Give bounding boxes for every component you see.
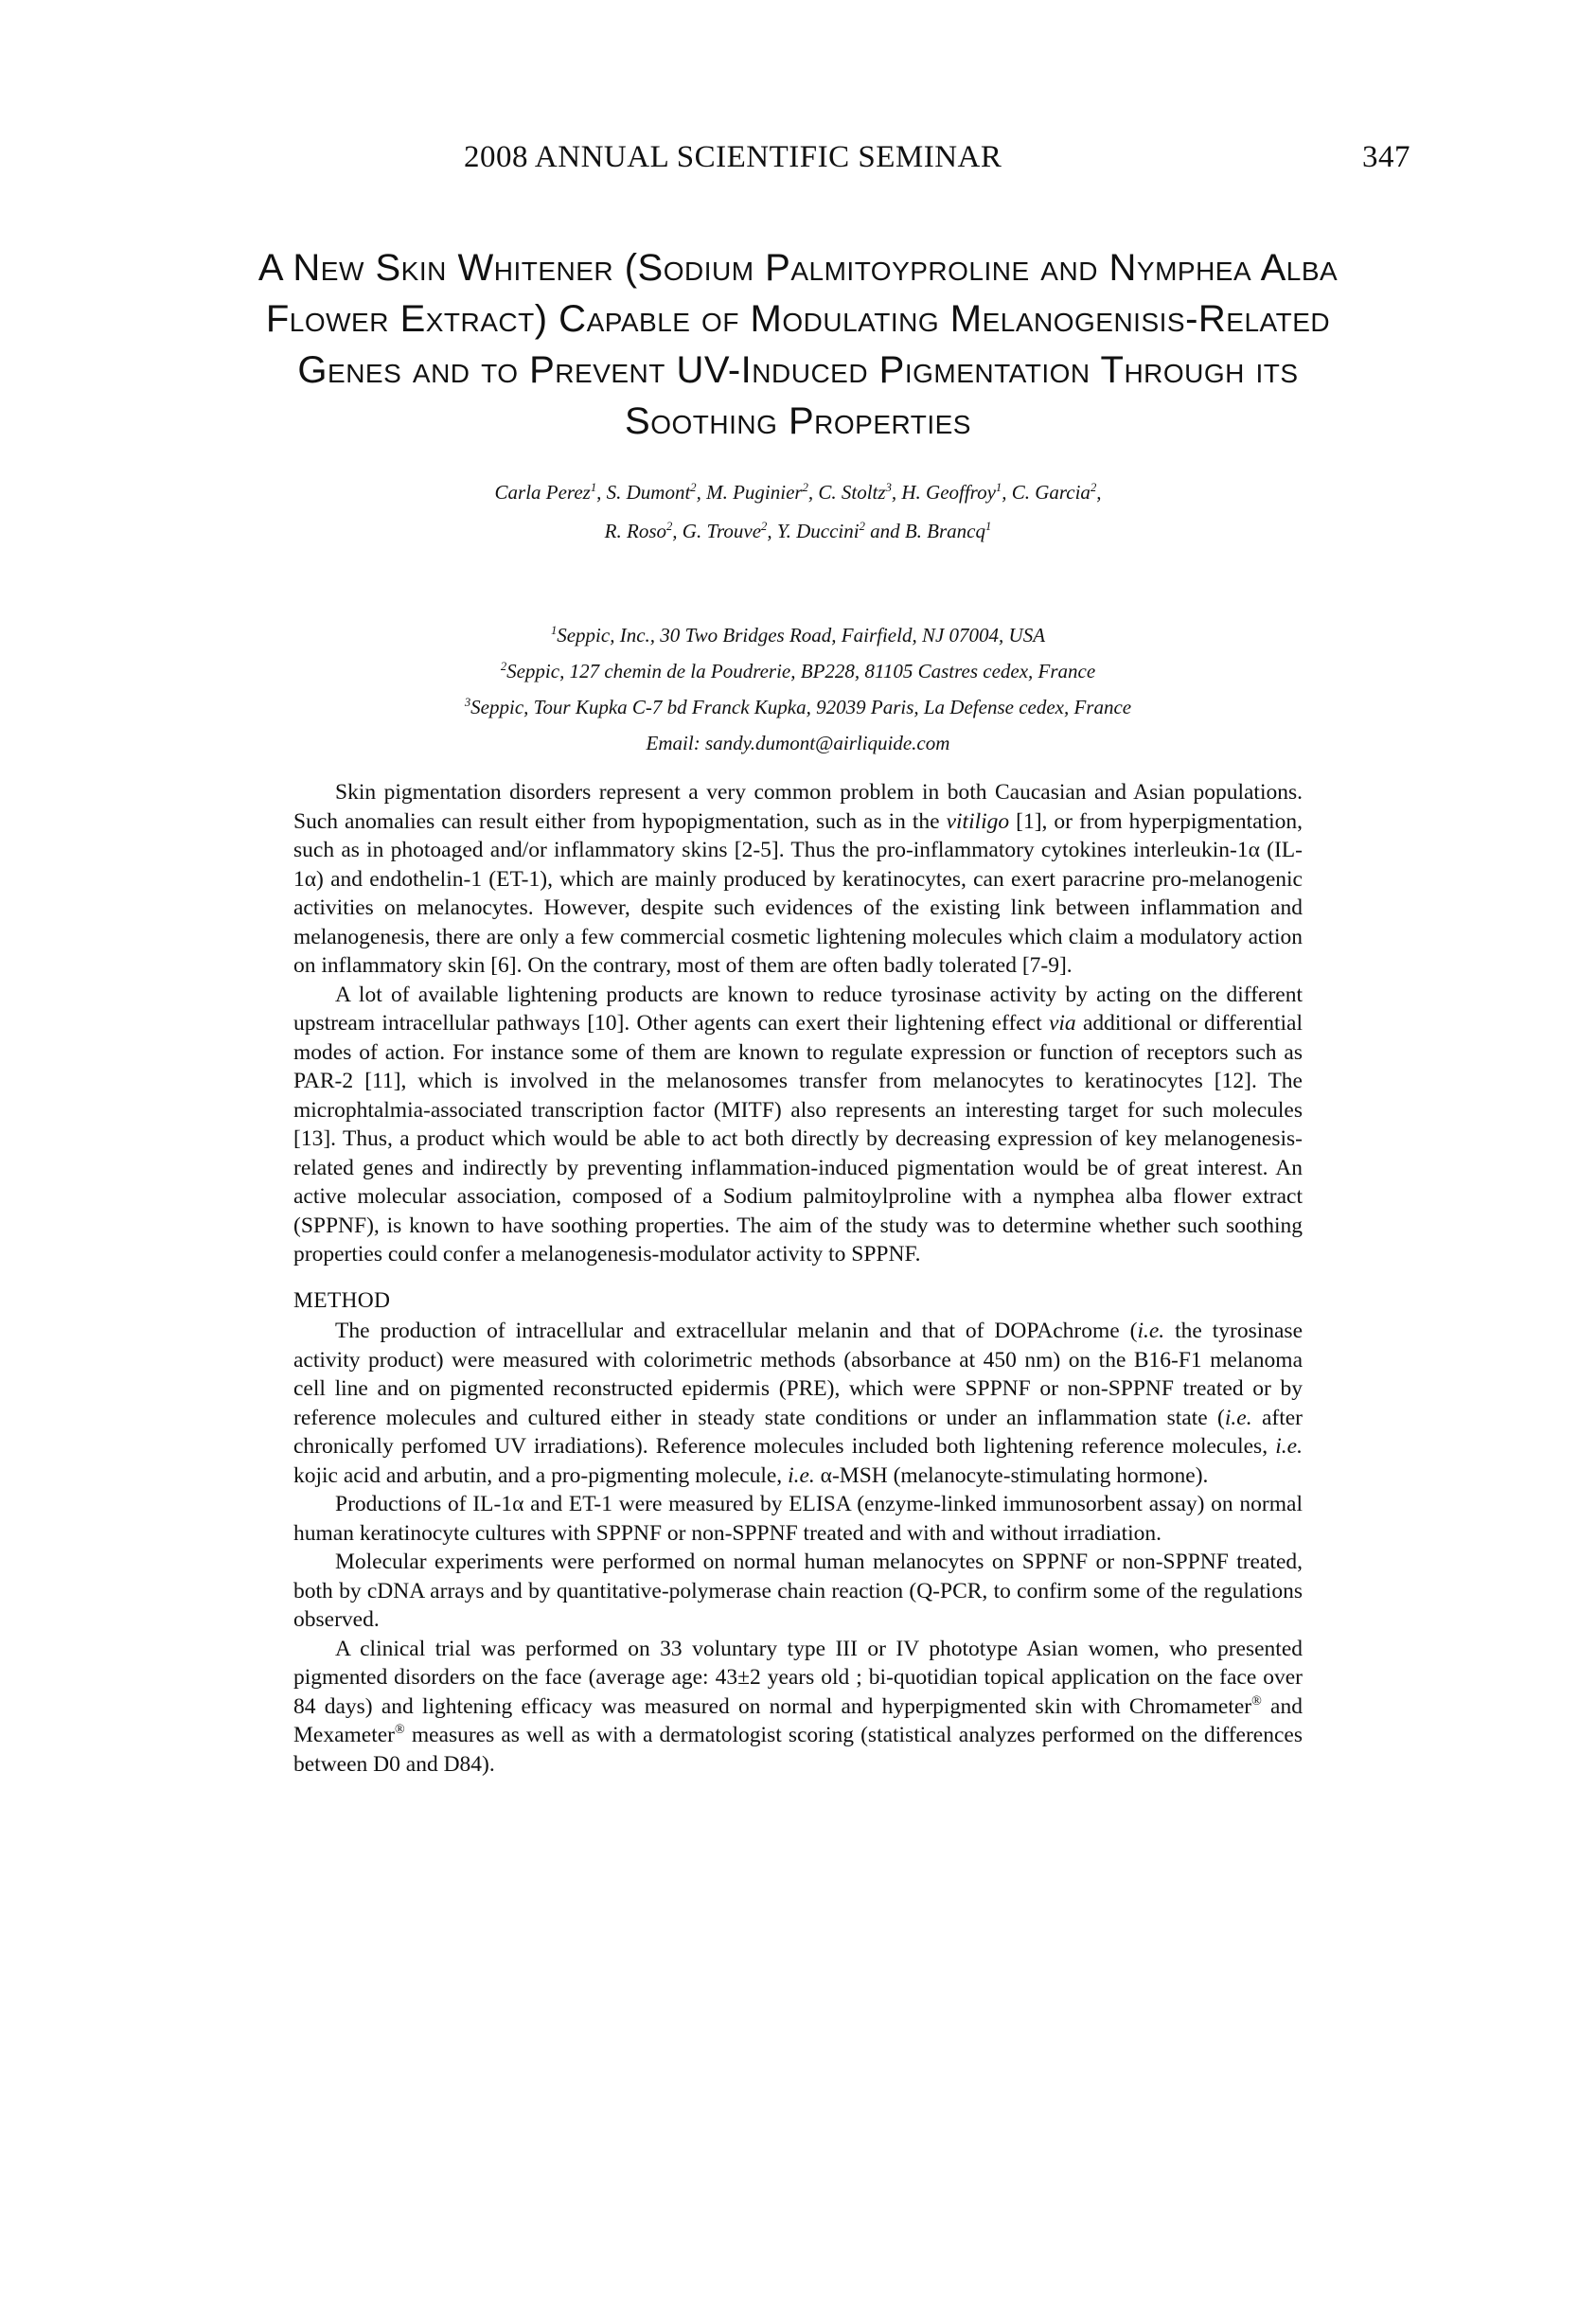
affiliation-marker: 1 (985, 520, 992, 533)
method-section (293, 1317, 1303, 1779)
author-list (133, 473, 1463, 551)
affiliation-marker: 1 (590, 481, 597, 494)
paragraph: A lot of available lightening products are known to reduce tyrosinase activity by acting on the different upstream intracellular pathways [10]. Other agents can exert their lightening effect via additional or differential modes of action. For instance some of them are known to regulate expression or function of receptors such as PAR-2 [11], which is involved in the melanosomes transfer from melanocytes to keratinocytes [12]. The microphtalmia-associated transcription factor (MITF) also represents an interesting target for such molecules [13]. Thus, a product which would be able to act both directly by decreasing expression of key melanogenesis-related genes and indirectly by preventing inflammation-induced pigmentation would be of great interest. An active molecular association, composed of a Sodium palmitoylproline with a nymphea alba flower extract (SPPNF), is known to have soothing properties. The aim of the study was to determine whether such soothing properties could confer a melanogenesis-modulator activity to SPPNF. (293, 982, 1303, 1267)
author-name: Carla Perez (494, 481, 591, 504)
affiliations (133, 617, 1463, 761)
method-heading: METHOD (293, 1287, 391, 1313)
email: Email: sandy.dumont@airliquide.com (646, 732, 950, 754)
affiliation-marker: 2 (1090, 481, 1097, 494)
affiliation-marker: 2 (859, 520, 865, 533)
author-line: R. Roso$^2$, G. Trouve$^2$, Y. Duccini$^2$ and B. Brancq$^1$ (604, 520, 992, 542)
author-name: B. Brancq (904, 520, 986, 542)
affiliation-list (133, 617, 1463, 725)
affiliation-marker: 1 (995, 481, 1002, 494)
running-head-title: 2008 ANNUAL SCIENTIFIC SEMINAR (464, 140, 1002, 174)
paragraph: Skin pigmentation disorders represent a very common problem in both Caucasian and Asian populations. Such anomalies can result either from hypopigmentation, such as in the vitiligo [1], or from hyperpigmentation, such as in photoaged and/or inflammatory skins [2-5]. Thus the pro-inflammatory cytokines interleukin-1α (IL-1α) and endothelin-1 (ET-1), which are mainly produced by keratinocytes, can exert paracrine pro-melanogenic activities on melanocytes. However, despite such evidences of the existing link between inflammation and melanogenesis, there are only a few commercial cosmetic lightening molecules which claim a modulatory action on inflammatory skin [6]. On the contrary, most of them are often badly tolerated [7-9]. (293, 780, 1303, 978)
affiliation-marker: 2 (690, 481, 697, 494)
affiliation-marker: 2 (802, 481, 808, 494)
affiliation: $^2$Seppic, 127 chemin de la Poudrerie, BP228, 81105 Castres cedex, France (500, 660, 1096, 682)
paragraph: Productions of IL-1α and ET-1 were measured by ELISA (enzyme-linked immunosorbent assay) on normal human keratinocyte cultures with SPPNF or non-SPPNF treated and with and without irradiation. (293, 1492, 1303, 1546)
affiliation-marker: 2 (666, 520, 673, 533)
affiliation: $^3$Seppic, Tour Kupka C-7 bd Franck Kupka, 92039 Paris, La Defense cedex, France (464, 696, 1132, 718)
paper-title (133, 242, 1463, 447)
author-name: G. Trouve (682, 520, 762, 542)
paragraph: A clinical trial was performed on 33 voluntary type III or IV phototype Asian women, who presented pigmented disorders on the face (average age: 43±2 years old ; bi-quotidian topical application on the face over 84 days) and lightening efficacy was measured on normal and hyperpigmented skin with Chromameter® and Mexameter® measures as well as with a dermatologist scoring (statistical analyzes performed on the differences between D0 and D84). (293, 1636, 1303, 1777)
title-line: Genes and to Prevent UV-Induced Pigmentation Through its (297, 349, 1299, 391)
author-name: R. Roso (604, 520, 666, 542)
author-name: C. Stoltz (818, 481, 886, 504)
affiliation-marker: 3 (885, 481, 892, 494)
page-number: 347 (1362, 140, 1410, 174)
author-name: C. Garcia (1011, 481, 1091, 504)
paragraph: The production of intracellular and extracellular melanin and that of DOPAchrome (i.e. the tyrosinase activity product) were measured with colorimetric methods (absorbance at 450 nm) on the B16-F1 melanoma cell line and on pigmented reconstructed epidermis (PRE), which were SPPNF or non-SPPNF treated or by reference molecules and cultured either in steady state conditions or under an inflammation state (i.e. after chronically perfomed UV irradiations). Reference molecules included both lightening reference molecules, i.e. kojic acid and arbutin, and a pro-pigmenting molecule, i.e. α-MSH (melanocyte-stimulating hormone). (293, 1319, 1303, 1488)
author-line: Carla Perez$^1$, S. Dumont$^2$, M. Puginier$^2$, C. Stoltz$^3$, H. Geoffroy$^1$, C. Garcia$^2$, (494, 481, 1102, 504)
author-name: H. Geoffroy (901, 481, 996, 504)
title-line: Soothing Properties (625, 400, 971, 442)
author-name: Y. Duccini (776, 520, 860, 542)
author-name: M. Puginier (706, 481, 803, 504)
introduction (293, 778, 1303, 1269)
affiliation-marker: 2 (761, 520, 768, 533)
paragraph: Molecular experiments were performed on normal human melanocytes on SPPNF or non-SPPNF treated, both by cDNA arrays and by quantitative-polymerase chain reaction (Q-PCR, to confirm some of the regulations observed. (293, 1550, 1303, 1632)
affiliation: $^1$Seppic, Inc., 30 Two Bridges Road, Fairfield, NJ 07004, USA (550, 624, 1046, 647)
title-line: A New Skin Whitener (Sodium Palmitoyproline and Nymphea Alba (257, 247, 1339, 289)
author-name: S. Dumont (606, 481, 691, 504)
article-body (293, 778, 1303, 1779)
title-line: Flower Extract) Capable of Modulating Melanogenisis-Related (265, 298, 1331, 340)
